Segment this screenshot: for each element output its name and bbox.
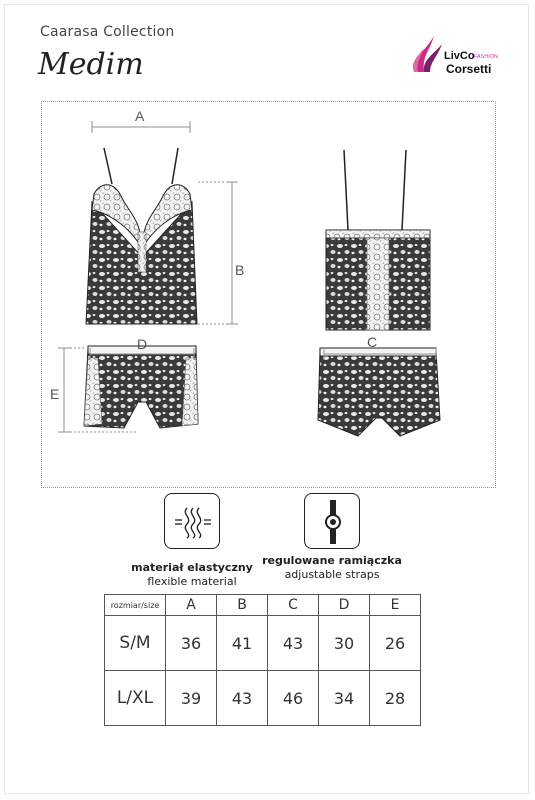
feature-label-en: flexible material [147,575,237,588]
dimension-label-d: D [137,336,148,352]
garment-diagram [41,101,496,488]
column-header-c: C [268,595,319,616]
size-table-corner: rozmiar/size [105,595,166,616]
table-row [105,616,421,671]
stretch-icon [164,493,220,549]
brand-swirl-icon [408,28,448,78]
feature-label-pl: regulowane ramiączka [262,554,402,567]
column-header-e: E [370,595,421,616]
table-cell: 28 [370,671,421,726]
table-cell: 30 [319,616,370,671]
collection-name: Caarasa Collection [40,24,175,40]
dimension-label-c: C [367,334,378,350]
size-table [104,594,421,726]
table-cell: 43 [268,616,319,671]
table-cell: 43 [217,671,268,726]
brand-name-line2: Corsetti [446,62,492,76]
strap-adjuster-icon [304,493,360,549]
table-cell: 46 [268,671,319,726]
table-cell: 39 [166,671,217,726]
column-header-d: D [319,595,370,616]
size-table-header-row [105,595,421,616]
table-cell: 34 [319,671,370,726]
size-label: S/M [105,616,166,671]
table-cell: 26 [370,616,421,671]
model-name: Medim [38,47,144,82]
feature-label-en: adjustable straps [284,568,380,581]
dimension-label-b: B [235,262,245,278]
brand-tagline: FASHION [474,54,499,60]
dimension-label-e: E [50,386,60,402]
dimension-label-a: A [135,108,145,124]
brand-logo [408,28,508,82]
size-label: L/XL [105,671,166,726]
column-header-b: B [217,595,268,616]
table-cell: 36 [166,616,217,671]
feature-adjustable-straps [247,554,417,582]
table-cell: 41 [217,616,268,671]
feature-label-pl: materiał elastyczny [131,561,253,574]
brand-name-line1: LivCo [444,50,475,62]
garment-drawing [42,102,497,489]
column-header-a: A [166,595,217,616]
table-row [105,671,421,726]
